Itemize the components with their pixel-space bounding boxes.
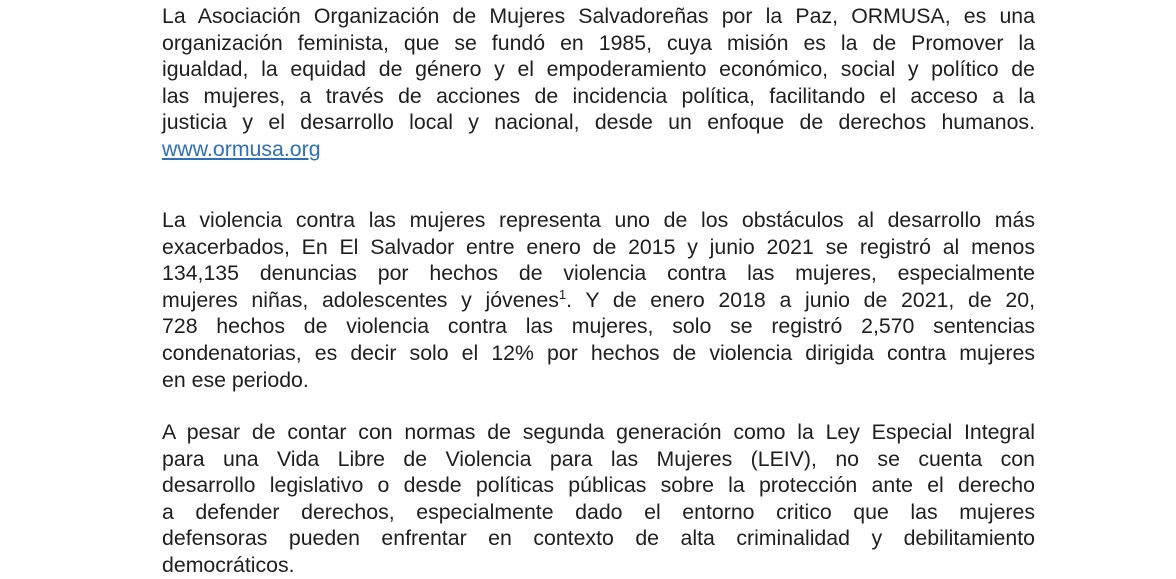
text-line: exacerbados, En El Salvador entre enero de 2015 y junio 2021 se registró al menos — [162, 234, 1035, 259]
text-line: igualdad, la equidad de género y el empoderamiento económico, social y político de — [162, 57, 1035, 82]
text-line: condenatorias, es decir solo el 12% por hechos de violencia dirigida contra mujeres — [162, 340, 1035, 365]
text-line: democráticos. — [162, 552, 295, 577]
text-line: 728 hechos de violencia contra las mujeres, solo se registró 2,570 sentencias — [162, 314, 1035, 339]
text-segment: . Y de enero 2018 a junio de 2021, de 20, — [566, 287, 1035, 312]
text-segment: mujeres niñas, adolescentes y jóvenes — [162, 287, 559, 312]
text-line: a defender derechos, especialmente dado el entorno critico que las mujeres — [162, 499, 1035, 524]
paragraph-violence-statistics — [162, 207, 1035, 393]
text-line: La Asociación Organización de Mujeres Salvadoreñas por la Paz, ORMUSA, es una — [162, 4, 1035, 28]
paragraph-ormusa-mission — [162, 3, 1035, 163]
ormusa-website-link[interactable]: www.ormusa.org — [162, 136, 321, 161]
text-line: defensoras pueden enfrentar en contexto de alta criminalidad y debilitamiento — [162, 526, 1035, 551]
text-line: para una Vida Libre de Violencia para las Mujeres (LEIV), no se cuenta con — [162, 446, 1035, 471]
text-line: organización feminista, que se fundó en 1985, cuya misión es la de Promover la — [162, 30, 1035, 55]
text-line: A pesar de contar con normas de segunda generación como la Ley Especial Integral — [162, 420, 1035, 444]
text-line: La violencia contra las mujeres representa uno de los obstáculos al desarrollo más — [162, 208, 1035, 232]
paragraph-leiv-law — [162, 419, 1035, 579]
text-line: las mujeres, a través de acciones de incidencia política, facilitando el acceso a la — [162, 83, 1035, 108]
text-line: desarrollo legislativo o desde políticas públicas sobre la protección ante el derecho — [162, 473, 1035, 498]
footnote-reference[interactable]: 1 — [558, 286, 567, 302]
text-line-with-footnote — [162, 287, 1035, 314]
text-line: en ese periodo. — [162, 367, 309, 392]
text-line: justicia y el desarrollo local y nacional, desde un enfoque de derechos humanos. — [162, 110, 1035, 135]
text-line: 134,135 denuncias por hechos de violencia contra las mujeres, especialmente — [162, 261, 1035, 286]
